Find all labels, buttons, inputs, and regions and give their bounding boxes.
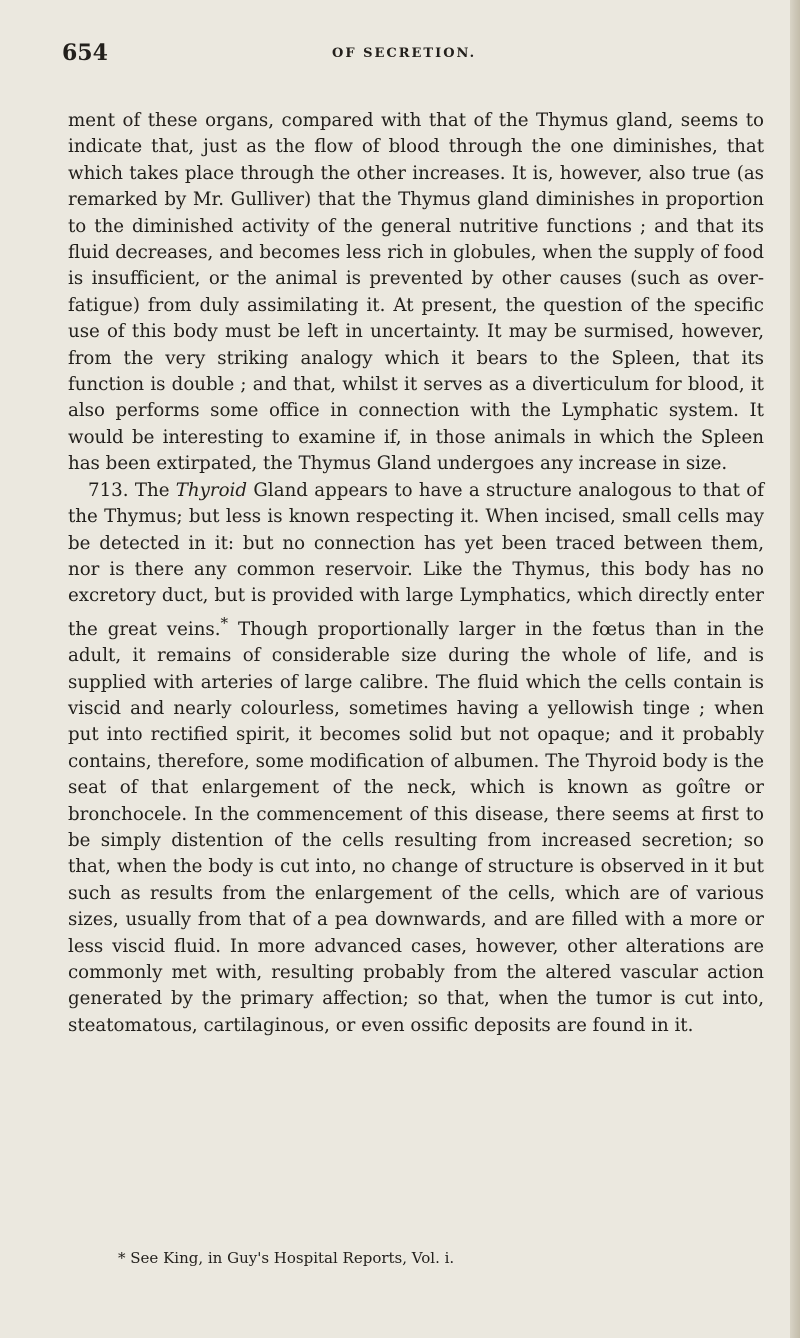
paragraph-continuation: ment of these organs, compared with that of the Thymus gland, seems to indicate that, just as the flow of blood through the one diminishes, that which takes place through the other increases. It is, however, also true (as remarked by Mr. Gulliver) that the Thymus gland diminishes in proportion to the diminished activity of the general nutritive functions ; and that its fluid decreases, and becomes less rich in globules, when the supply of food is insufficient, or the animal is prevented by other causes (such as over-fatigue) from duly assimilating it. At present, the question of the specific use of this body must be left in uncertainty. It may be surmised, however, from the very striking analogy which it bears to the Spleen, that its function is double ; and that, whilst it serves as a diverticulum for blood, it also performs some office in connection with the Lymphatic system. It would be interesting to examine if, in those animals in which the Spleen has been extirpated, the Thymus Gland undergoes any increase in size. [68, 110, 764, 475]
section-number: 713. [88, 479, 129, 501]
paragraph-lead: The [134, 479, 170, 501]
page-edge-shadow [790, 0, 800, 1338]
page-header [62, 40, 762, 74]
paragraph-text-part-2: Though proportionally larger in the fœtus than in the adult, it remains of considerable size during the whole of life, and is supplied with arteries of large calibre. The fluid which the cells contain is viscid and nearly colourless, sometimes having a yellowish tinge ; when put into rectified spirit, it becomes solid but not opaque; and it probably contains, therefore, some modification of albumen. The Thyroid body is the seat of that enlargement of the neck, which is known as goître or bronchocele. In the commencement of this disease, there seems at first to be simply distention of the cells resulting from increased secretion; so that, when the body is cut into, no change of structure is observed in it but such as results from the enlargement of the cells, which are of various sizes, usually from that of a pea downwards, and are filled with a more or less viscid fluid. In more advanced cases, however, other alterations are commonly met with, resulting probably from the altered vascular action generated by the primary affection; so that, when the tumor is cut into, steatomatous, cartilaginous, or even ossific deposits are found in it. [68, 618, 764, 1036]
footnote-marker: * [220, 613, 229, 632]
footnote: * See King, in Guy's Hospital Reports, Vol. i. [118, 1249, 455, 1267]
italic-term: Thyroid [175, 479, 248, 501]
page-number: 654 [62, 40, 108, 66]
paragraph-text-part-1: Gland appears to have a structure analogous to that of the Thymus; but less is known respecting it. When incised, small cells may be detected in it: but no connection has yet been traced between them, nor is there any common reservoir. Like the Thymus, this body has no excretory duct, but is provided with large Lymphatics, which directly enter the great veins. [68, 479, 764, 640]
body-text [68, 108, 764, 1039]
paragraph-713 [68, 478, 764, 1040]
running-head: OF SECRETION. [332, 46, 477, 61]
